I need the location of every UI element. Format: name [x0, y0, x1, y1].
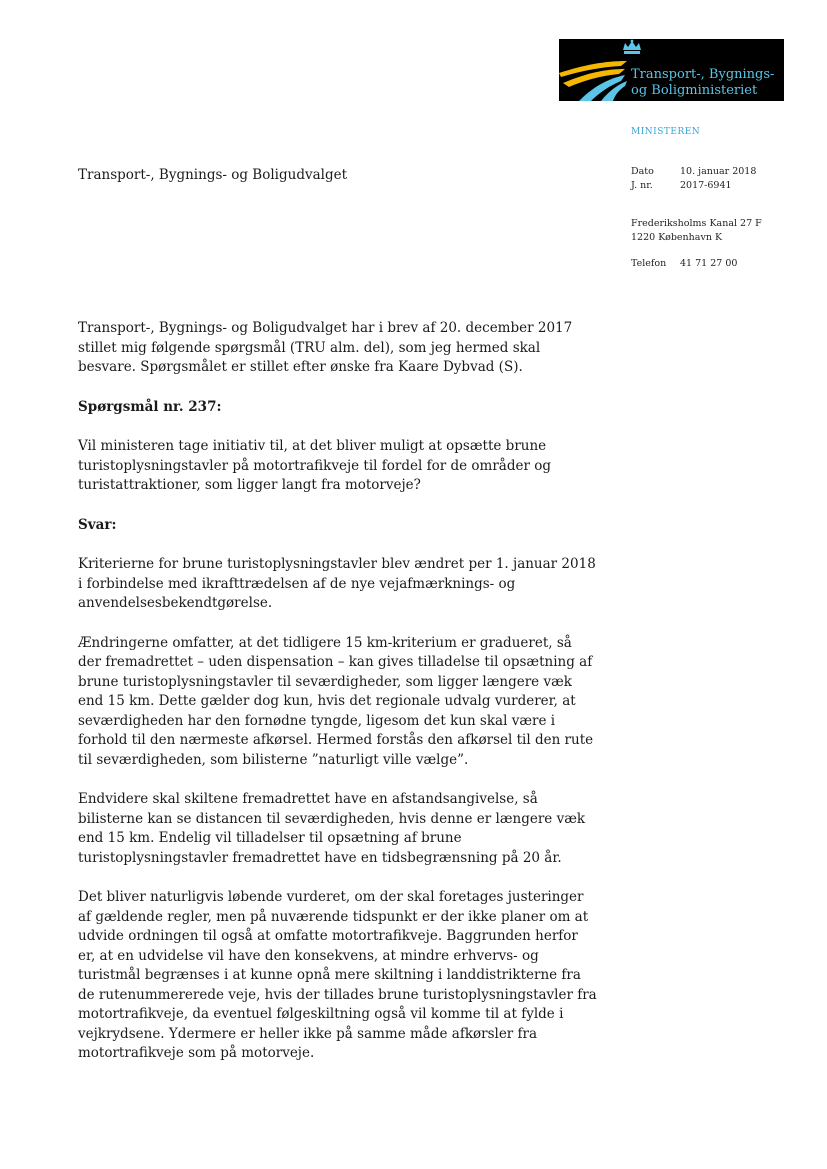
address-line-1: Frederiksholms Kanal 27 F: [631, 218, 762, 229]
dato-label: Dato: [631, 166, 654, 177]
logo-line-2: og Boligministeriet: [631, 83, 758, 98]
telefon-block: [631, 257, 737, 271]
question-heading: Spørgsmål nr. 237:: [78, 398, 222, 415]
question-paragraph: Vil ministeren tage initiativ til, at det bliver muligt at opsætte brune turistoplysningstavler på motortrafikveje til fordel for de områder og turistattraktioner, som ligger langt fra motorveje?: [78, 438, 551, 493]
telefon-value: 41 71 27 00: [680, 258, 738, 269]
intro-paragraph: Transport-, Bygnings- og Boligudvalget har i brev af 20. december 2017 stillet mig følgende spørgsmål (TRU alm. del), som jeg hermed skal besvare. Spørgsmålet er stillet efter ønske fra Kaare Dybvad (S).: [78, 320, 573, 375]
answer-heading: Svar:: [78, 516, 117, 533]
telefon-label: Telefon: [631, 258, 667, 269]
letter-body: [78, 319, 598, 1084]
answer-paragraph-3: Endvidere skal skiltene fremadrettet have en afstandsangivelse, så bilisterne kan se distancen til seværdigheden, hvis denne er længere væk end 15 km. Endelig vil tilladelser til opsætning af brune turistoplysningstavler fremadrettet have en tidsbegrænsning på 20 år.: [78, 791, 586, 866]
dato-value: 10. januar 2018: [680, 166, 757, 177]
sidebar-title: MINISTEREN: [631, 127, 701, 137]
recipient: Transport-, Bygnings- og Boligudvalget: [78, 167, 348, 183]
date-jnr-block: [631, 165, 756, 193]
logo-line-1: Transport-, Bygnings-: [631, 67, 775, 82]
address-line-2: 1220 København K: [631, 232, 723, 243]
answer-paragraph-4: Det bliver naturligvis løbende vurderet, om der skal foretages justeringer af gældende regler, men på nuværende tidspunkt er der ikke planer om at udvide ordningen til også at omfatte motortrafikveje. Baggrunden herfor er, at en udvidelse vil have den konsekvens, at mindre erhvervs- og turistmål begrænses i at kunne opnå mere skiltning i landdistrikterne fra de rutenummererede veje, hvis der tillades brune turistoplysningstavler fra motortrafikveje, da eventuel følgeskiltning også vil komme til at fylde i vejkrydsene. Ydermere er heller ikke på samme måde afkørsler fra motortrafikveje som på motorveje.: [78, 889, 597, 1061]
ministry-logo: [559, 39, 784, 101]
answer-paragraph-1: Kriterierne for brune turistoplysningstavler blev ændret per 1. januar 2018 i forbindelse med ikrafttrædelsen af de nye vejafmærknings- og anvendelsesbekendtgørelse.: [78, 556, 596, 611]
jnr-label: J. nr.: [631, 180, 653, 191]
answer-paragraph-2: Ændringerne omfatter, at det tidligere 15 km-kriterium er gradueret, så der fremadrettet – uden dispensation – kan gives tilladelse til opsætning af brune turistoplysningstavler til seværdigheder, som ligger længere væk end 15 km. Dette gælder dog kun, hvis det regionale udvalg vurderer, at seværdigheden har den fornødne tyngde, ligesom det kun skal være i forhold til den nærmeste afkørsel. Hermed forstås den afkørsel til den rute til seværdigheden, som bilisterne ”naturligt ville vælge”.: [78, 634, 594, 768]
jnr-value: 2017-6941: [680, 180, 732, 191]
address-block: [631, 217, 762, 245]
logo-text: [631, 67, 774, 99]
